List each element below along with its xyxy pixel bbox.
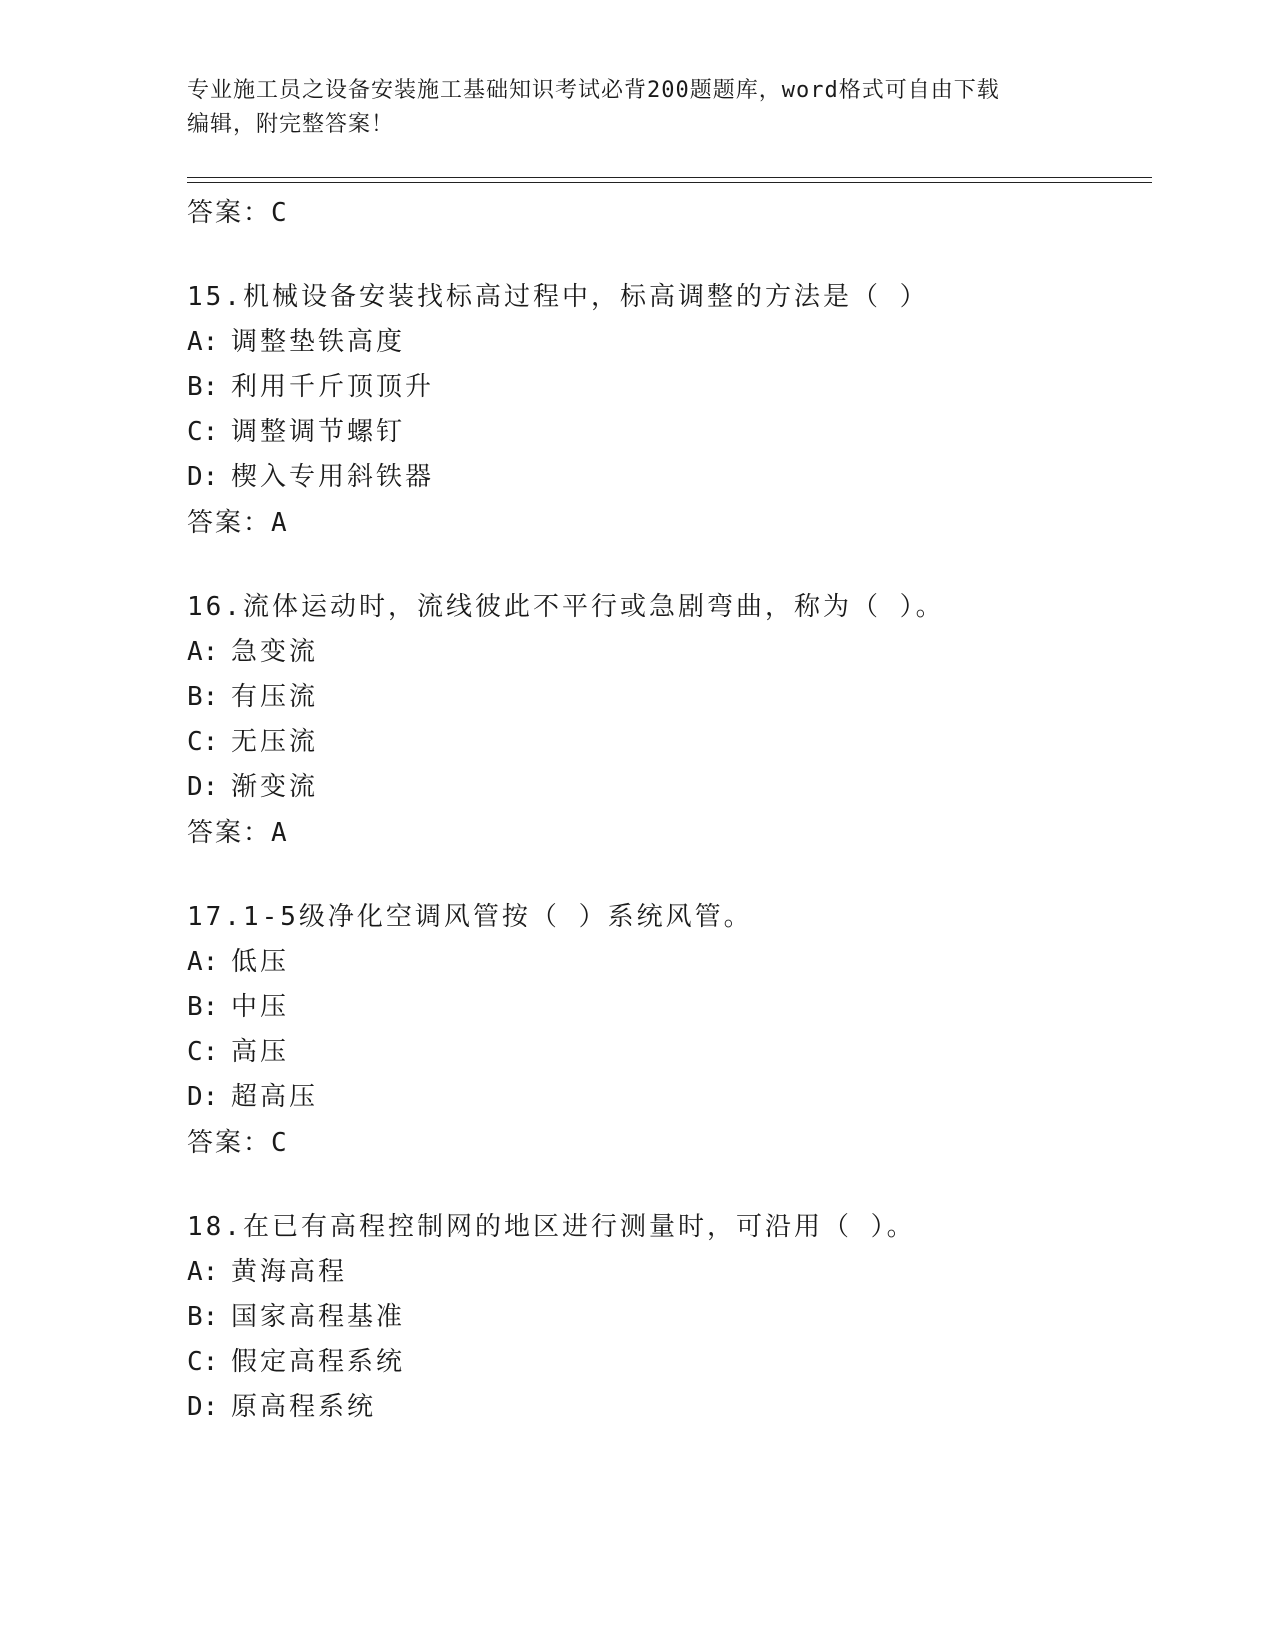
option-letter: B: xyxy=(187,992,219,1022)
answer-label: 答案： xyxy=(187,198,272,228)
option-letter: C: xyxy=(187,1037,219,1067)
question-block xyxy=(187,1204,1147,1430)
option-text: 渐变流 xyxy=(231,772,319,802)
answer-label: 答案： xyxy=(187,1128,272,1158)
option-text: 低压 xyxy=(231,947,290,977)
option-item xyxy=(187,675,1147,720)
option-letter: A: xyxy=(187,327,219,357)
option-text: 无压流 xyxy=(231,727,319,757)
question-list xyxy=(187,190,1147,1468)
option-item xyxy=(187,1295,1147,1340)
header-title-line-1: 专业施工员之设备安装施工基础知识考试必背200题题库，word格式可自由下载 xyxy=(187,78,1000,103)
option-text: 国家高程基准 xyxy=(231,1302,406,1332)
question-text: 17.1-5级净化空调风管按（ ）系统风管。 xyxy=(187,902,753,932)
question-text: 16.流体运动时，流线彼此不平行或急剧弯曲，称为（ ）。 xyxy=(187,592,945,622)
option-item xyxy=(187,985,1147,1030)
question-text: 15.机械设备安装找标高过程中，标高调整的方法是（ ） xyxy=(187,282,929,312)
option-item xyxy=(187,1030,1147,1075)
option-item xyxy=(187,765,1147,810)
option-letter: C: xyxy=(187,1347,219,1377)
question-block xyxy=(187,274,1147,546)
option-item xyxy=(187,630,1147,675)
option-item xyxy=(187,1075,1147,1120)
option-item xyxy=(187,1340,1147,1385)
option-text: 黄海高程 xyxy=(231,1257,348,1287)
option-text: 超高压 xyxy=(231,1082,319,1112)
option-letter: A: xyxy=(187,637,219,667)
answer-value: C xyxy=(271,1128,289,1158)
document-header xyxy=(187,74,1087,142)
header-divider-bottom xyxy=(187,182,1152,183)
option-item xyxy=(187,410,1147,455)
option-item xyxy=(187,455,1147,500)
option-text: 有压流 xyxy=(231,682,319,712)
option-item xyxy=(187,1250,1147,1295)
answer-value: A xyxy=(271,818,289,848)
option-letter: D: xyxy=(187,772,219,802)
option-letter: A: xyxy=(187,1257,219,1287)
option-letter: D: xyxy=(187,1082,219,1112)
option-text: 急变流 xyxy=(231,637,319,667)
option-letter: C: xyxy=(187,727,219,757)
option-text: 假定高程系统 xyxy=(231,1347,406,1377)
answer-line xyxy=(187,500,1147,546)
option-text: 高压 xyxy=(231,1037,290,1067)
option-item xyxy=(187,940,1147,985)
option-text: 调整垫铁高度 xyxy=(231,327,406,357)
answer-line xyxy=(187,190,1147,236)
option-letter: D: xyxy=(187,462,219,492)
option-item xyxy=(187,320,1147,365)
question-block xyxy=(187,584,1147,856)
option-item xyxy=(187,720,1147,765)
answer-label: 答案： xyxy=(187,818,272,848)
option-letter: B: xyxy=(187,682,219,712)
option-letter: B: xyxy=(187,1302,219,1332)
option-letter: C: xyxy=(187,417,219,447)
answer-label: 答案： xyxy=(187,508,272,538)
option-text: 调整调节螺钉 xyxy=(231,417,406,447)
option-item xyxy=(187,365,1147,410)
answer-value: C xyxy=(271,198,289,228)
answer-value: A xyxy=(271,508,289,538)
option-letter: B: xyxy=(187,372,219,402)
question-block xyxy=(187,894,1147,1166)
question-text: 18.在已有高程控制网的地区进行测量时，可沿用（ ）。 xyxy=(187,1212,916,1242)
answer-line xyxy=(187,1120,1147,1166)
option-text: 中压 xyxy=(231,992,290,1022)
option-letter: D: xyxy=(187,1392,219,1422)
option-text: 原高程系统 xyxy=(231,1392,377,1422)
answer-line xyxy=(187,810,1147,856)
header-divider-top xyxy=(187,177,1152,178)
header-title-line-2: 编辑，附完整答案！ xyxy=(187,112,395,137)
option-letter: A: xyxy=(187,947,219,977)
option-item xyxy=(187,1385,1147,1430)
option-text: 楔入专用斜铁器 xyxy=(231,462,435,492)
option-text: 利用千斤顶顶升 xyxy=(231,372,435,402)
